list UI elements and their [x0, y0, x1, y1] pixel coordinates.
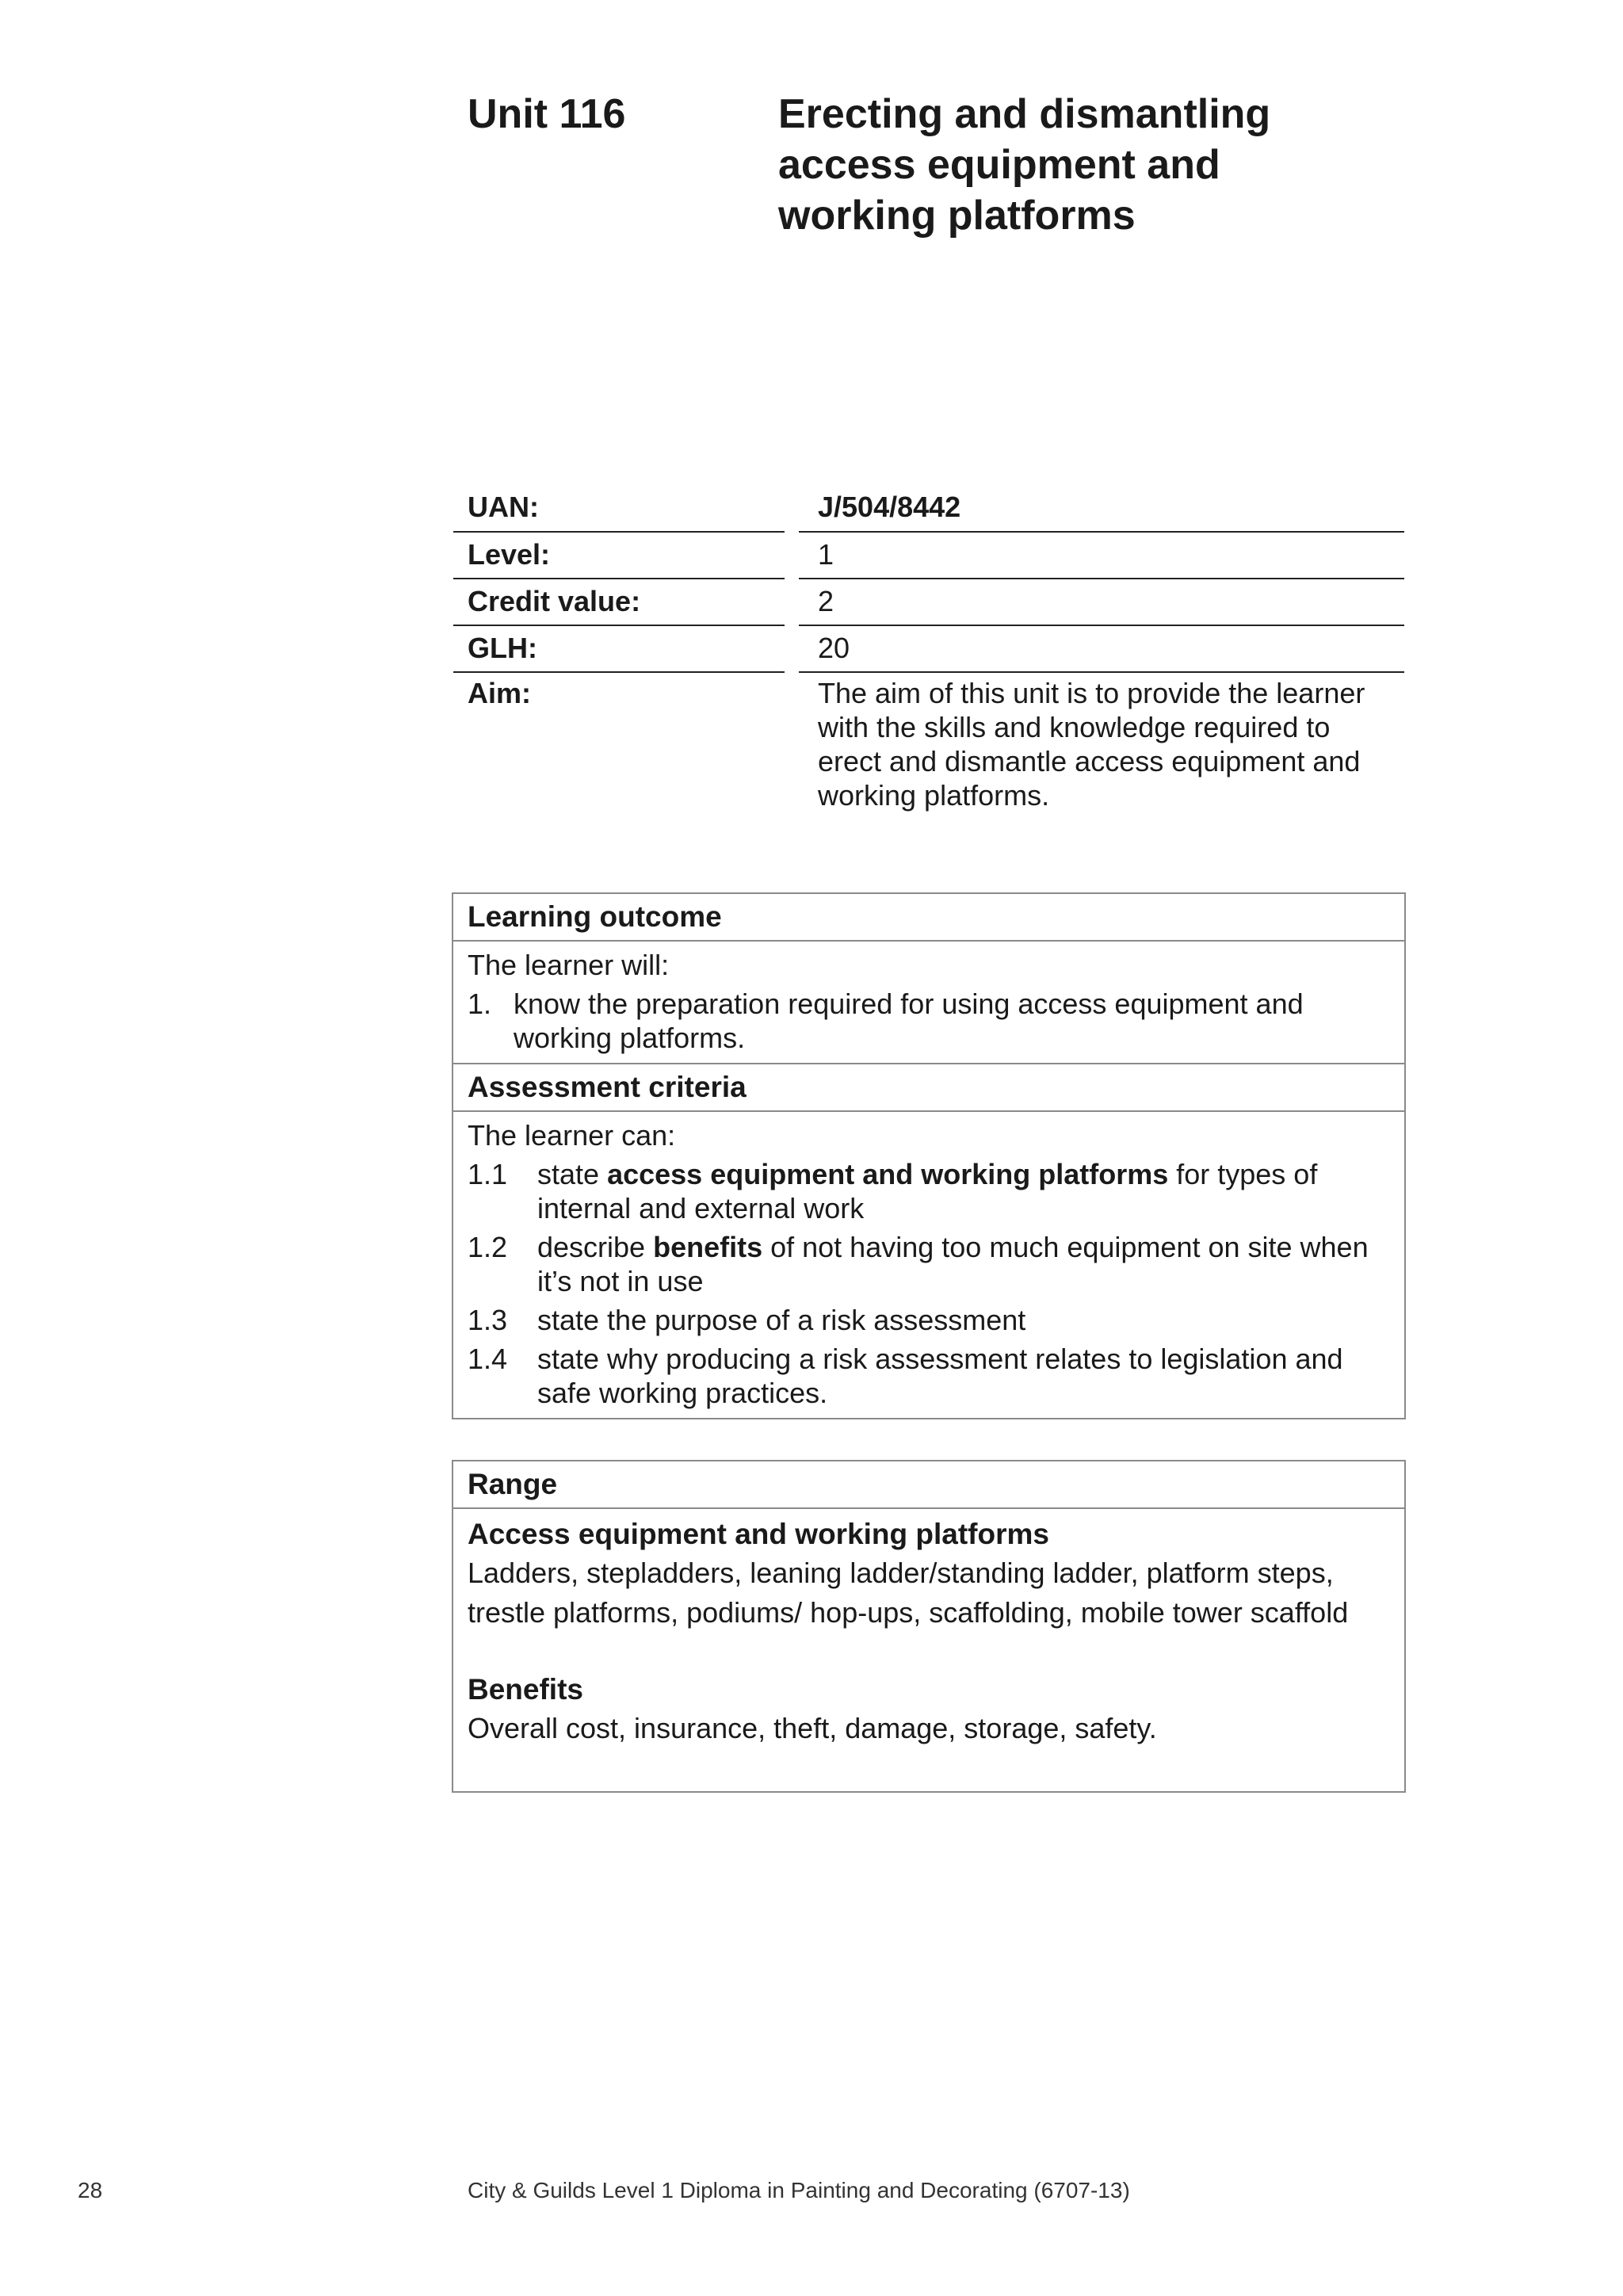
uan-row: [453, 485, 1404, 532]
criterion-text: state why producing a risk assessment relates to legislation and safe working practices.: [537, 1343, 1343, 1409]
learning-outcome-text: know the preparation required for using access equipment and working platforms.: [514, 988, 1304, 1054]
credit-value: 2: [799, 579, 1404, 625]
uan-label: UAN:: [453, 485, 785, 532]
level-value: 1: [799, 532, 1404, 579]
access-equipment-heading: Access equipment and working platforms: [468, 1518, 1049, 1550]
criterion-text: state the purpose of a risk assessment: [537, 1304, 1026, 1336]
glh-value: 20: [799, 625, 1404, 672]
learning-outcome-item: [468, 987, 1390, 1055]
credit-row: [453, 579, 1404, 625]
learning-outcome-heading: Learning outcome: [453, 894, 1404, 942]
criterion-row: [468, 1157, 1390, 1225]
access-equipment-text: Ladders, stepladders, leaning ladder/standing ladder, platform steps, trestle platforms, podiums/ hop-ups, scaffolding, mobile tower scaffold: [468, 1557, 1349, 1629]
page-number: 28: [78, 2178, 103, 2202]
learning-outcome-number: 1.: [468, 988, 492, 1020]
criterion-text: describe benefits of not having too much equipment on site when it’s not in use: [537, 1231, 1369, 1297]
credit-label: Credit value:: [453, 579, 785, 625]
assessment-intro: The learner can:: [468, 1119, 676, 1152]
range-heading: Range: [453, 1461, 1404, 1509]
criterion-row: [468, 1342, 1390, 1410]
level-row: [453, 532, 1404, 579]
criterion-number: 1.1: [468, 1158, 508, 1190]
assessment-heading: Assessment criteria: [453, 1063, 1404, 1112]
criterion-text: state access equipment and working platforms for types of internal and external work: [537, 1158, 1318, 1224]
level-label: Level:: [453, 532, 785, 579]
unit-number: Unit 116: [468, 91, 626, 137]
aim-label: Aim:: [468, 677, 531, 709]
glh-label: GLH:: [453, 625, 785, 672]
learning-outcome-intro: The learner will:: [468, 949, 670, 981]
learning-outcome-table: [452, 892, 1406, 1419]
unit-title: Erecting and dismantling access equipment and working platforms: [778, 91, 1271, 239]
uan-value: J/504/8442: [799, 485, 1404, 532]
criterion-row: [468, 1303, 1390, 1337]
footer-title: City & Guilds Level 1 Diploma in Painting and Decorating (6707-13): [468, 2178, 1130, 2202]
benefits-text: Overall cost, insurance, theft, damage, storage, safety.: [468, 1712, 1157, 1744]
criterion-number: 1.3: [468, 1304, 508, 1336]
benefits-heading: Benefits: [468, 1673, 583, 1706]
range-table: [452, 1460, 1406, 1793]
criterion-number: 1.2: [468, 1231, 508, 1263]
unit-info-table: [453, 485, 1404, 812]
glh-row: [453, 625, 1404, 672]
criterion-number: 1.4: [468, 1343, 508, 1375]
aim-row: [453, 672, 1404, 812]
aim-value: The aim of this unit is to provide the learner with the skills and knowledge required to erect and dismantle access equipment and working platforms.: [818, 677, 1365, 812]
criterion-row: [468, 1230, 1390, 1298]
